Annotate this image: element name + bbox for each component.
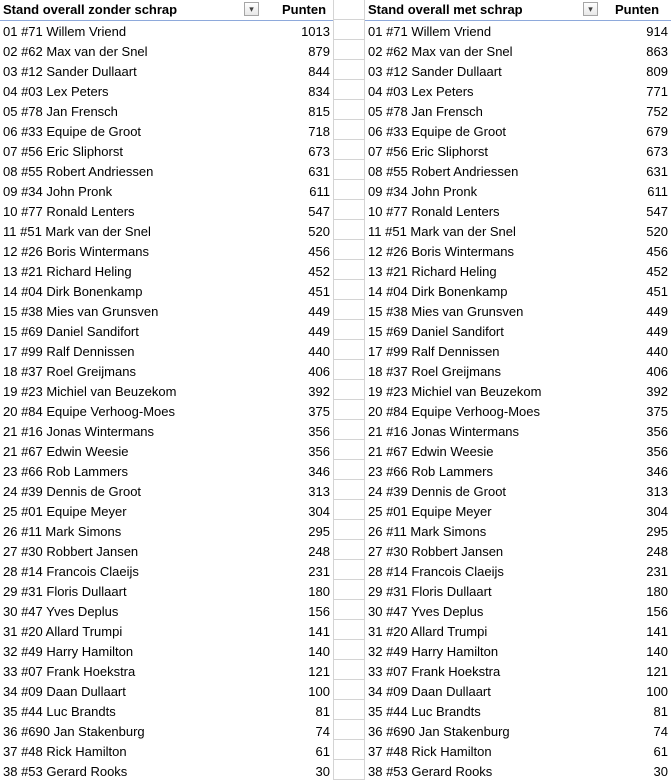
points-cell[interactable]: 679 (646, 124, 668, 139)
participant-name-cell[interactable]: 05 #78 Jan Frensch (368, 104, 483, 119)
points-cell[interactable]: 863 (646, 44, 668, 59)
points-cell[interactable]: 452 (646, 264, 668, 279)
points-cell[interactable]: 752 (646, 104, 668, 119)
points-cell[interactable]: 673 (646, 144, 668, 159)
points-cell[interactable]: 547 (308, 204, 330, 219)
table-row[interactable] (365, 321, 671, 341)
sort-filter-icon[interactable]: ▾ (244, 2, 259, 16)
participant-name-cell[interactable]: 09 #34 John Pronk (368, 184, 478, 199)
table-row[interactable] (0, 161, 333, 181)
points-cell[interactable]: 356 (308, 424, 330, 439)
empty-cell[interactable] (333, 260, 365, 280)
column-header-standings[interactable]: Stand overall zonder schrap (3, 2, 178, 17)
table-row[interactable] (365, 461, 671, 481)
table-row[interactable] (0, 101, 333, 121)
table-row[interactable] (365, 681, 671, 701)
table-row[interactable] (365, 501, 671, 521)
table-row[interactable] (365, 81, 671, 101)
participant-name-cell[interactable]: 14 #04 Dirk Bonenkamp (3, 284, 143, 299)
empty-cell[interactable] (333, 300, 365, 320)
participant-name-cell[interactable]: 31 #20 Allard Trumpi (3, 624, 123, 639)
points-cell[interactable]: 451 (308, 284, 330, 299)
table-header-row (365, 0, 671, 21)
table-row[interactable] (365, 241, 671, 261)
participant-name-cell[interactable]: 33 #07 Frank Hoekstra (368, 664, 501, 679)
empty-cell[interactable] (333, 120, 365, 140)
empty-cell[interactable] (333, 0, 365, 20)
table-row[interactable] (0, 481, 333, 501)
points-cell[interactable]: 392 (308, 384, 330, 399)
table-row[interactable] (0, 361, 333, 381)
participant-name-cell[interactable]: 31 #20 Allard Trumpi (368, 624, 488, 639)
points-cell[interactable]: 74 (653, 724, 668, 739)
empty-cell[interactable] (333, 40, 365, 60)
points-cell[interactable]: 1013 (301, 24, 330, 39)
points-cell[interactable]: 356 (646, 444, 668, 459)
empty-cell[interactable] (333, 640, 365, 660)
points-cell[interactable]: 520 (646, 224, 668, 239)
participant-name-cell[interactable]: 06 #33 Equipe de Groot (368, 124, 507, 139)
table-row[interactable] (365, 341, 671, 361)
participant-name-cell[interactable]: 01 #71 Willem Vriend (368, 24, 492, 39)
participant-name-cell[interactable]: 25 #01 Equipe Meyer (3, 504, 127, 519)
participant-name-cell[interactable]: 33 #07 Frank Hoekstra (3, 664, 136, 679)
participant-name-cell[interactable]: 13 #21 Richard Heling (3, 264, 132, 279)
points-cell[interactable]: 30 (315, 764, 330, 779)
participant-name-cell[interactable]: 12 #26 Boris Wintermans (3, 244, 149, 259)
participant-name-cell[interactable]: 17 #99 Ralf Dennissen (368, 344, 500, 359)
points-cell[interactable]: 611 (647, 184, 668, 199)
participant-name-cell[interactable]: 32 #49 Harry Hamilton (3, 644, 134, 659)
table-row[interactable] (365, 161, 671, 181)
table-row[interactable] (0, 141, 333, 161)
participant-name-cell[interactable]: 08 #55 Robert Andriessen (368, 164, 519, 179)
participant-name-cell[interactable]: 21 #67 Edwin Weesie (368, 444, 494, 459)
table-row[interactable] (0, 401, 333, 421)
table-row[interactable] (365, 721, 671, 741)
participant-name-cell[interactable]: 30 #47 Yves Deplus (368, 604, 484, 619)
points-cell[interactable]: 231 (308, 564, 330, 579)
participant-name-cell[interactable]: 37 #48 Rick Hamilton (3, 744, 127, 759)
participant-name-cell[interactable]: 04 #03 Lex Peters (368, 84, 474, 99)
points-cell[interactable]: 304 (646, 504, 668, 519)
table-row[interactable] (0, 761, 333, 781)
empty-cell[interactable] (333, 240, 365, 260)
points-cell[interactable]: 346 (646, 464, 668, 479)
empty-cell[interactable] (333, 380, 365, 400)
table-row[interactable] (365, 101, 671, 121)
participant-name-cell[interactable]: 03 #12 Sander Dullaart (368, 64, 502, 79)
points-cell[interactable]: 440 (646, 344, 668, 359)
points-cell[interactable]: 406 (308, 364, 330, 379)
points-cell[interactable]: 449 (308, 304, 330, 319)
points-cell[interactable]: 451 (646, 284, 668, 299)
participant-name-cell[interactable]: 19 #23 Michiel van Beuzekom (3, 384, 177, 399)
table-row[interactable] (365, 421, 671, 441)
table-row[interactable] (0, 541, 333, 561)
table-row[interactable] (365, 701, 671, 721)
empty-cell[interactable] (333, 580, 365, 600)
table-row[interactable] (0, 581, 333, 601)
participant-name-cell[interactable]: 23 #66 Rob Lammers (368, 464, 494, 479)
table-row[interactable] (365, 361, 671, 381)
points-cell[interactable]: 520 (308, 224, 330, 239)
participant-name-cell[interactable]: 23 #66 Rob Lammers (3, 464, 129, 479)
empty-cell[interactable] (333, 720, 365, 740)
points-cell[interactable]: 879 (308, 44, 330, 59)
table-row[interactable] (365, 581, 671, 601)
table-row[interactable] (0, 201, 333, 221)
table-row[interactable] (0, 661, 333, 681)
table-body (0, 21, 333, 781)
participant-name-cell[interactable]: 06 #33 Equipe de Groot (3, 124, 142, 139)
points-cell[interactable]: 141 (646, 624, 668, 639)
participant-name-cell[interactable]: 27 #30 Robbert Jansen (3, 544, 139, 559)
points-cell[interactable]: 375 (646, 404, 668, 419)
table-row[interactable] (0, 601, 333, 621)
table-row[interactable] (0, 621, 333, 641)
empty-cell[interactable] (333, 200, 365, 220)
participant-name-cell[interactable]: 11 #51 Mark van der Snel (3, 224, 151, 239)
table-row[interactable] (0, 181, 333, 201)
table-row[interactable] (0, 301, 333, 321)
participant-name-cell[interactable]: 01 #71 Willem Vriend (3, 24, 127, 39)
empty-cell[interactable] (333, 80, 365, 100)
participant-name-cell[interactable]: 25 #01 Equipe Meyer (368, 504, 492, 519)
points-cell[interactable]: 74 (315, 724, 330, 739)
sort-filter-icon[interactable]: ▾ (583, 2, 598, 16)
points-cell[interactable]: 449 (646, 304, 668, 319)
participant-name-cell[interactable]: 21 #16 Jonas Wintermans (368, 424, 520, 439)
points-cell[interactable]: 295 (646, 524, 668, 539)
participant-name-cell[interactable]: 20 #84 Equipe Verhoog-Moes (368, 404, 541, 419)
table-row[interactable] (365, 301, 671, 321)
empty-cell[interactable] (333, 460, 365, 480)
table-row[interactable] (365, 281, 671, 301)
table-row[interactable] (0, 641, 333, 661)
empty-cell[interactable] (333, 440, 365, 460)
participant-name-cell[interactable]: 12 #26 Boris Wintermans (368, 244, 514, 259)
empty-cell[interactable] (333, 320, 365, 340)
points-cell[interactable]: 452 (308, 264, 330, 279)
empty-cell[interactable] (333, 680, 365, 700)
table-row[interactable] (0, 261, 333, 281)
table-row[interactable] (365, 221, 671, 241)
participant-name-cell[interactable]: 02 #62 Max van der Snel (368, 44, 513, 59)
table-row[interactable] (365, 641, 671, 661)
points-cell[interactable]: 313 (308, 484, 330, 499)
empty-cell[interactable] (333, 340, 365, 360)
table-row[interactable] (0, 441, 333, 461)
points-cell[interactable]: 295 (308, 524, 330, 539)
column-header-standings[interactable]: Stand overall met schrap (368, 2, 523, 17)
participant-name-cell[interactable]: 02 #62 Max van der Snel (3, 44, 148, 59)
points-cell[interactable]: 313 (646, 484, 668, 499)
participant-name-cell[interactable]: 28 #14 Francois Claeijs (3, 564, 139, 579)
table-stand-zonder-schrap (0, 0, 333, 781)
participant-name-cell[interactable]: 38 #53 Gerard Rooks (368, 764, 493, 779)
points-cell[interactable]: 809 (646, 64, 668, 79)
table-row[interactable] (365, 401, 671, 421)
participant-name-cell[interactable]: 26 #11 Mark Simons (368, 524, 487, 539)
empty-cell[interactable] (333, 600, 365, 620)
participant-name-cell[interactable]: 26 #11 Mark Simons (3, 524, 122, 539)
participant-name-cell[interactable]: 32 #49 Harry Hamilton (368, 644, 499, 659)
table-row[interactable] (0, 501, 333, 521)
table-row[interactable] (365, 761, 671, 781)
table-row[interactable] (365, 481, 671, 501)
empty-cell[interactable] (333, 560, 365, 580)
participant-name-cell[interactable]: 03 #12 Sander Dullaart (3, 64, 137, 79)
table-row[interactable] (0, 341, 333, 361)
participant-name-cell[interactable]: 14 #04 Dirk Bonenkamp (368, 284, 508, 299)
table-row[interactable] (0, 381, 333, 401)
table-row[interactable] (365, 121, 671, 141)
table-row[interactable] (0, 241, 333, 261)
empty-cell[interactable] (333, 60, 365, 80)
participant-name-cell[interactable]: 08 #55 Robert Andriessen (3, 164, 154, 179)
table-row[interactable] (0, 521, 333, 541)
table-row[interactable] (365, 621, 671, 641)
points-cell[interactable]: 81 (315, 704, 330, 719)
participant-name-cell[interactable]: 37 #48 Rick Hamilton (368, 744, 492, 759)
participant-name-cell[interactable]: 35 #44 Luc Brandts (3, 704, 116, 719)
table-row[interactable] (0, 281, 333, 301)
points-cell[interactable]: 100 (308, 684, 330, 699)
points-cell[interactable]: 456 (646, 244, 668, 259)
participant-name-cell[interactable]: 05 #78 Jan Frensch (3, 104, 118, 119)
empty-cell[interactable] (333, 500, 365, 520)
empty-cell[interactable] (333, 660, 365, 680)
points-cell[interactable]: 406 (646, 364, 668, 379)
participant-name-cell[interactable]: 35 #44 Luc Brandts (368, 704, 481, 719)
points-cell[interactable]: 771 (646, 84, 668, 99)
empty-cell[interactable] (333, 700, 365, 720)
participant-name-cell[interactable]: 30 #47 Yves Deplus (3, 604, 119, 619)
points-cell[interactable]: 440 (308, 344, 330, 359)
participant-name-cell[interactable]: 24 #39 Dennis de Groot (3, 484, 142, 499)
participant-name-cell[interactable]: 19 #23 Michiel van Beuzekom (368, 384, 542, 399)
participant-name-cell[interactable]: 36 #690 Jan Stakenburg (368, 724, 510, 739)
participant-name-cell[interactable]: 15 #69 Daniel Sandifort (3, 324, 139, 339)
points-cell[interactable]: 914 (646, 24, 668, 39)
participant-name-cell[interactable]: 15 #69 Daniel Sandifort (368, 324, 504, 339)
points-cell[interactable]: 815 (308, 104, 330, 119)
table-body (365, 21, 671, 781)
table-row[interactable] (0, 561, 333, 581)
table-row[interactable] (365, 181, 671, 201)
participant-name-cell[interactable]: 04 #03 Lex Peters (3, 84, 109, 99)
participant-name-cell[interactable]: 21 #16 Jonas Wintermans (3, 424, 155, 439)
table-row[interactable] (0, 221, 333, 241)
table-row[interactable] (365, 381, 671, 401)
participant-name-cell[interactable]: 18 #37 Roel Greijmans (3, 364, 136, 379)
points-cell[interactable]: 30 (653, 764, 668, 779)
points-cell[interactable]: 631 (646, 164, 668, 179)
points-cell[interactable]: 248 (308, 544, 330, 559)
empty-cell[interactable] (333, 740, 365, 760)
table-row[interactable] (365, 661, 671, 681)
table-row[interactable] (365, 601, 671, 621)
table-row[interactable] (0, 121, 333, 141)
table-row[interactable] (0, 681, 333, 701)
points-cell[interactable]: 346 (308, 464, 330, 479)
table-row[interactable] (0, 81, 333, 101)
participant-name-cell[interactable]: 27 #30 Robbert Jansen (368, 544, 504, 559)
points-cell[interactable]: 718 (308, 124, 330, 139)
participant-name-cell[interactable]: 07 #56 Eric Sliphorst (3, 144, 123, 159)
participant-name-cell[interactable]: 38 #53 Gerard Rooks (3, 764, 128, 779)
points-cell[interactable]: 61 (653, 744, 668, 759)
table-row[interactable] (365, 561, 671, 581)
empty-cell[interactable] (333, 760, 365, 780)
participant-name-cell[interactable]: 20 #84 Equipe Verhoog-Moes (3, 404, 176, 419)
table-row[interactable] (0, 461, 333, 481)
points-cell[interactable]: 140 (646, 644, 668, 659)
column-header-points[interactable]: Punten (615, 2, 660, 17)
table-row[interactable] (365, 21, 671, 41)
points-cell[interactable]: 611 (309, 184, 330, 199)
points-cell[interactable]: 844 (308, 64, 330, 79)
empty-cell[interactable] (333, 140, 365, 160)
table-row[interactable] (365, 261, 671, 281)
points-cell[interactable]: 356 (646, 424, 668, 439)
table-row[interactable] (365, 41, 671, 61)
table-row[interactable] (0, 421, 333, 441)
participant-name-cell[interactable]: 09 #34 John Pronk (3, 184, 113, 199)
empty-cell[interactable] (333, 520, 365, 540)
table-row[interactable] (365, 741, 671, 761)
table-row[interactable] (0, 701, 333, 721)
table-row[interactable] (0, 741, 333, 761)
points-cell[interactable]: 61 (315, 744, 330, 759)
participant-name-cell[interactable]: 29 #31 Floris Dullaart (368, 584, 492, 599)
column-header-points[interactable]: Punten (282, 2, 327, 17)
points-cell[interactable]: 456 (308, 244, 330, 259)
points-cell[interactable]: 100 (646, 684, 668, 699)
points-cell[interactable]: 231 (646, 564, 668, 579)
participant-name-cell[interactable]: 17 #99 Ralf Dennissen (3, 344, 135, 359)
points-cell[interactable]: 156 (646, 604, 668, 619)
points-cell[interactable]: 392 (646, 384, 668, 399)
participant-name-cell[interactable]: 10 #77 Ronald Lenters (368, 204, 500, 219)
points-cell[interactable]: 81 (653, 704, 668, 719)
empty-cell[interactable] (333, 360, 365, 380)
table-stand-met-schrap (365, 0, 671, 781)
table-row[interactable] (365, 141, 671, 161)
points-cell[interactable]: 121 (308, 664, 330, 679)
points-cell[interactable]: 547 (646, 204, 668, 219)
participant-name-cell[interactable]: 15 #38 Mies van Grunsven (3, 304, 159, 319)
table-header-row (0, 0, 333, 21)
empty-cell[interactable] (333, 220, 365, 240)
points-cell[interactable]: 449 (646, 324, 668, 339)
participant-name-cell[interactable]: 21 #67 Edwin Weesie (3, 444, 129, 459)
points-cell[interactable]: 140 (308, 644, 330, 659)
points-cell[interactable]: 141 (308, 624, 330, 639)
empty-cell[interactable] (333, 100, 365, 120)
points-cell[interactable]: 304 (308, 504, 330, 519)
points-cell[interactable]: 834 (308, 84, 330, 99)
points-cell[interactable]: 449 (308, 324, 330, 339)
empty-cell[interactable] (333, 420, 365, 440)
points-cell[interactable]: 356 (308, 444, 330, 459)
table-row[interactable] (365, 541, 671, 561)
participant-name-cell[interactable]: 15 #38 Mies van Grunsven (368, 304, 524, 319)
participant-name-cell[interactable]: 18 #37 Roel Greijmans (368, 364, 501, 379)
points-cell[interactable]: 248 (646, 544, 668, 559)
table-row[interactable] (0, 321, 333, 341)
table-row[interactable] (0, 41, 333, 61)
table-row[interactable] (0, 721, 333, 741)
empty-cell[interactable] (333, 160, 365, 180)
participant-name-cell[interactable]: 07 #56 Eric Sliphorst (368, 144, 488, 159)
points-cell[interactable]: 121 (646, 664, 668, 679)
participant-name-cell[interactable]: 28 #14 Francois Claeijs (368, 564, 504, 579)
participant-name-cell[interactable]: 34 #09 Daan Dullaart (368, 684, 491, 699)
participant-name-cell[interactable]: 13 #21 Richard Heling (368, 264, 497, 279)
points-cell[interactable]: 180 (646, 584, 668, 599)
empty-cell[interactable] (333, 20, 365, 40)
participant-name-cell[interactable]: 10 #77 Ronald Lenters (3, 204, 135, 219)
participant-name-cell[interactable]: 36 #690 Jan Stakenburg (3, 724, 145, 739)
table-row[interactable] (365, 441, 671, 461)
table-row[interactable] (365, 521, 671, 541)
points-cell[interactable]: 375 (308, 404, 330, 419)
empty-cell[interactable] (333, 540, 365, 560)
participant-name-cell[interactable]: 24 #39 Dennis de Groot (368, 484, 507, 499)
table-row[interactable] (365, 61, 671, 81)
points-cell[interactable]: 673 (308, 144, 330, 159)
empty-cell[interactable] (333, 280, 365, 300)
participant-name-cell[interactable]: 29 #31 Floris Dullaart (3, 584, 127, 599)
participant-name-cell[interactable]: 11 #51 Mark van der Snel (368, 224, 516, 239)
empty-cell[interactable] (333, 480, 365, 500)
points-cell[interactable]: 631 (308, 164, 330, 179)
empty-cell[interactable] (333, 180, 365, 200)
empty-cell[interactable] (333, 400, 365, 420)
points-cell[interactable]: 156 (308, 604, 330, 619)
table-row[interactable] (0, 21, 333, 41)
empty-cell[interactable] (333, 620, 365, 640)
table-row[interactable] (0, 61, 333, 81)
participant-name-cell[interactable]: 34 #09 Daan Dullaart (3, 684, 126, 699)
table-row[interactable] (365, 201, 671, 221)
points-cell[interactable]: 180 (308, 584, 330, 599)
empty-column (333, 0, 365, 781)
